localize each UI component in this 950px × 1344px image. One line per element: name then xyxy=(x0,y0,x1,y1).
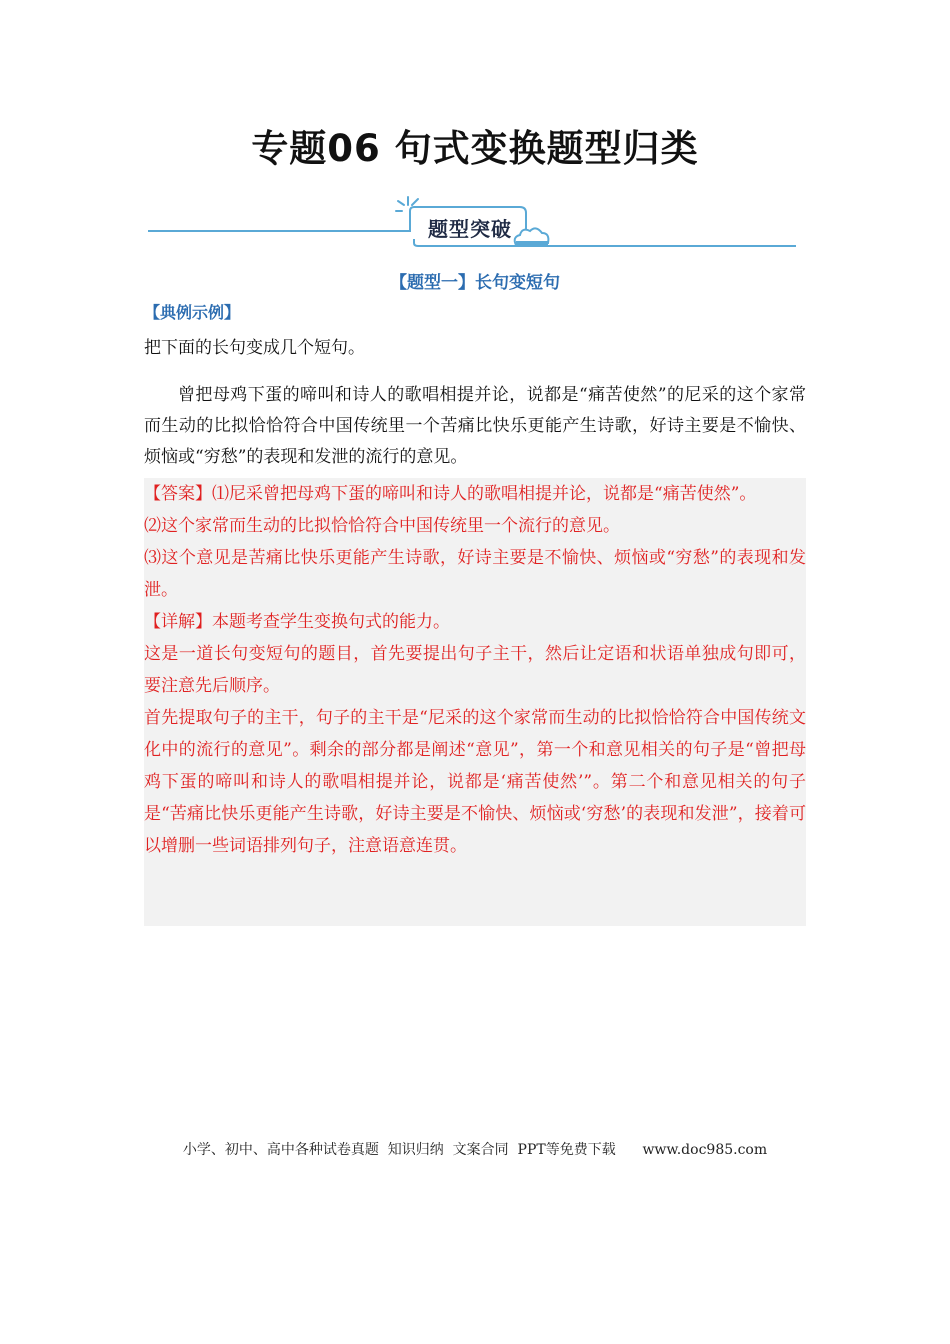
question-passage: 曾把母鸡下蛋的啼叫和诗人的歌唱相提并论，说都是“痛苦使然”的尼采的这个家常而生动的比拟恰恰符合中国传统里一个苦痛比快乐更能产生诗歌，好诗主要是不愉快、烦恼或“穷愁”的表现和发泄的流行的意见。 xyxy=(144,385,806,467)
explanation-paragraph-1: 这是一道长句变短句的题目，首先要提出句子主干，然后让定语和状语单独成句即可，要注意先后顺序。 xyxy=(144,644,806,696)
answer-line-3: ⑶这个意见是苦痛比快乐更能产生诗歌，好诗主要是不愉快、烦恼或“穷愁”的表现和发泄。 xyxy=(144,548,806,600)
banner-label: 题型突破 xyxy=(428,217,512,241)
section-heading: 【题型一】长句变短句 xyxy=(390,273,560,293)
example-label: 【典例示例】 xyxy=(144,303,241,322)
sparkle-icon xyxy=(396,197,418,211)
explanation-paragraph-2: 首先提取句子的主干，句子的主干是“尼采的这个家常而生动的比拟恰恰符合中国传统文化中的流行的意见”。剩余的部分都是阐述“意见”，第一个和意见相关的句子是“曾把母鸡下蛋的啼叫和诗人的歌唱相提并论，说都是‘痛苦使然’”。第二个和意见相关的句子是“苦痛比快乐更能产生诗歌，好诗主要是不愉快、烦恼或‘穷愁’的表现和发泄”，接着可以增删一些词语排列句子，注意语意连贯。 xyxy=(144,708,806,856)
answer-line-2: ⑵这个家常而生动的比拟恰恰符合中国传统里一个流行的意见。 xyxy=(144,516,620,536)
page-title: 专题06 句式变换题型归类 xyxy=(251,127,699,170)
answer-box xyxy=(144,478,806,926)
page-footer: 小学、初中、高中各种试卷真题 知识归纳 文案合同 PPT等免费下载 www.doc985.com xyxy=(182,1142,768,1158)
question-instruction: 把下面的长句变成几个短句。 xyxy=(144,338,365,358)
section-banner xyxy=(148,193,800,255)
explanation-intro: 【详解】本题考查学生变换句式的能力。 xyxy=(144,612,450,632)
cloud-icon xyxy=(515,228,549,247)
answer-line-1: 【答案】⑴尼采曾把母鸡下蛋的啼叫和诗人的歌唱相提并论，说都是“痛苦使然”。 xyxy=(144,484,757,504)
